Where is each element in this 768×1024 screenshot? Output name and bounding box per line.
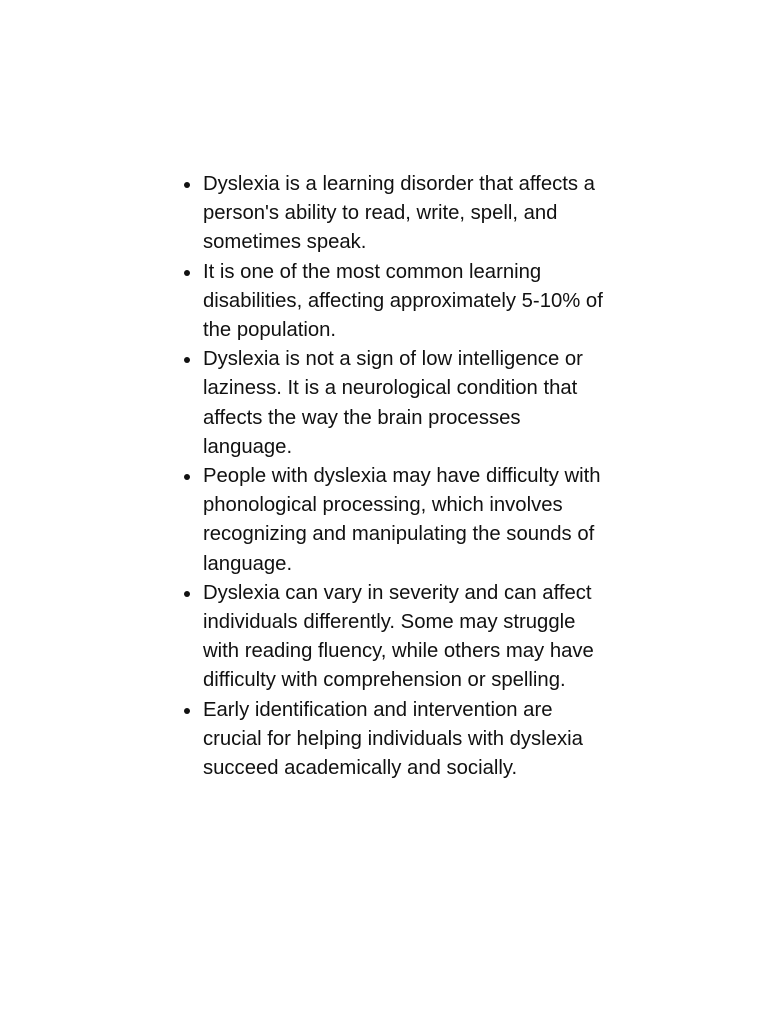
- bullet-list: [183, 170, 613, 783]
- bullet-dot-icon: [184, 591, 190, 597]
- bullet-item: [183, 258, 613, 346]
- bullet-dot-icon: [184, 474, 190, 480]
- bullet-dot-icon: [184, 182, 190, 188]
- bullet-dot-icon: [184, 708, 190, 714]
- bullet-text: Dyslexia can vary in severity and can affect individuals differently. Some may struggle with reading fluency, while others may have difficulty with comprehension or spelling.: [203, 581, 594, 692]
- bullet-item: [183, 696, 613, 784]
- bullet-text: Dyslexia is not a sign of low intelligence or laziness. It is a neurological condition that affects the way the brain processes language.: [203, 348, 583, 458]
- bullet-item: [183, 462, 613, 579]
- bullet-text: Dyslexia is a learning disorder that affects a person's ability to read, write, spell, and sometimes speak.: [203, 173, 595, 254]
- document-body: [183, 170, 613, 783]
- bullet-text: It is one of the most common learning disabilities, affecting approximately 5-10% of the population.: [203, 260, 603, 342]
- bullet-dot-icon: [184, 270, 190, 276]
- bullet-item: [183, 170, 613, 258]
- bullet-text: People with dyslexia may have difficulty with phonological processing, which involves recognizing and manipulating the sounds of language.: [203, 465, 601, 575]
- bullet-item: [183, 345, 613, 462]
- bullet-text: Early identification and intervention are crucial for helping individuals with dyslexia succeed academically and socially.: [203, 698, 583, 780]
- bullet-dot-icon: [184, 357, 190, 363]
- bullet-item: [183, 579, 613, 696]
